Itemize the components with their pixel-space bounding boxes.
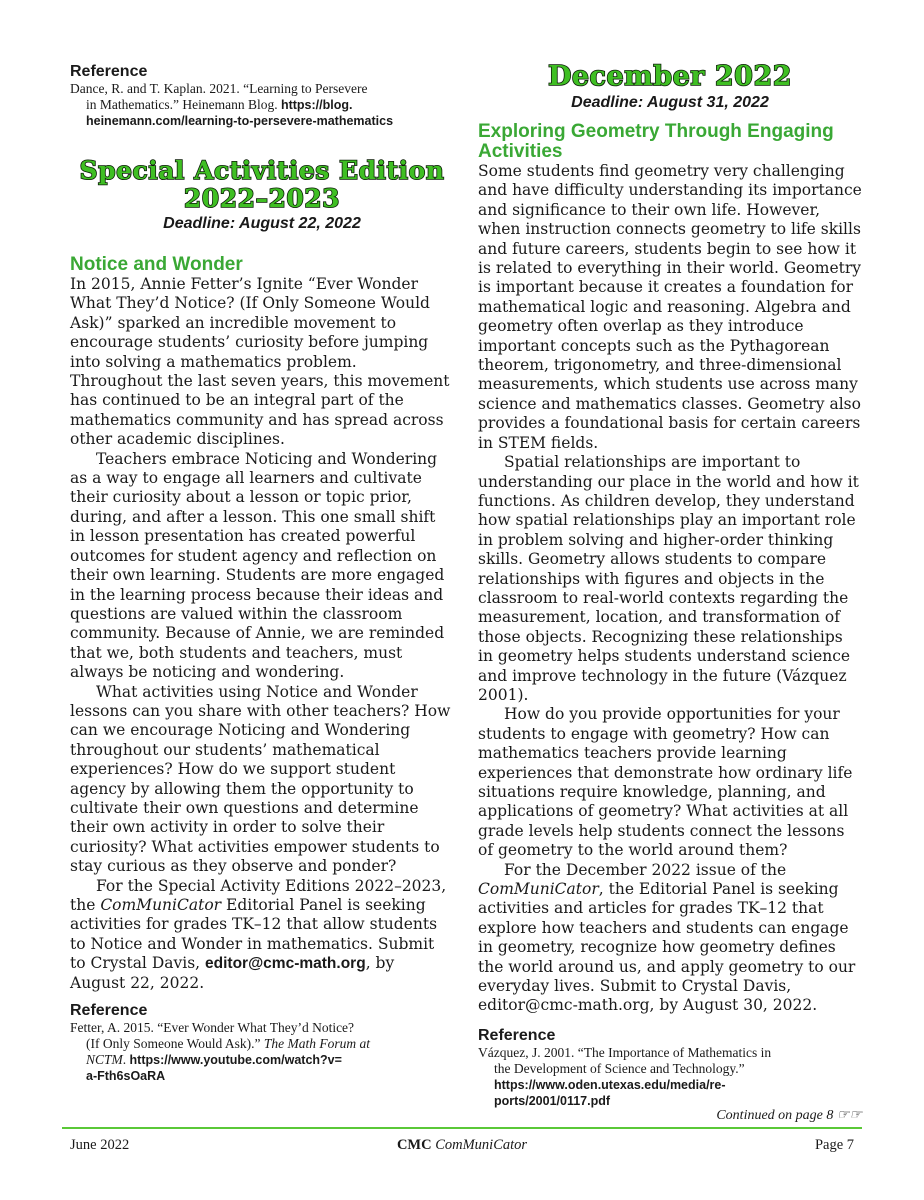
reference-entry: Vázquez, J. 2001. “The Importance of Mathematics in the Development of Science and Technology.” https://www.oden.utexas.edu/media/re- ports/2001/0117.pdf bbox=[478, 1044, 772, 1108]
footer-date: June 2022 bbox=[70, 1137, 130, 1153]
section-title: Exploring Geometry Through Engaging Activities bbox=[478, 121, 834, 162]
article-body bbox=[70, 275, 454, 993]
reference-entry: Dance, R. and T. Kaplan. 2021. “Learning to Persevere in Mathematics.” Heinemann Blog. https://blog. heinemann.com/learning-to-persevere-mathematics bbox=[70, 81, 394, 128]
reference-link[interactable]: https://www.youtube.com/watch?v= bbox=[129, 1053, 342, 1068]
reference-link-continued[interactable]: heinemann.com/learning-to-persevere-mathematics bbox=[86, 114, 394, 128]
page-number: Page 7 bbox=[814, 1137, 854, 1153]
issue-banner: December 2022 bbox=[547, 61, 793, 92]
paragraph: What activities using Notice and Wonder lessons can you share with other teachers? How can we encourage Noticing and Wondering throughout our students’ mathematical experiences? How do we support student agency by allowing them the opportunity to cultivate their own questions and determine their own activity in order to solve their curiosity? What activities empower students to stay curious as they observe and ponder? bbox=[70, 682, 451, 876]
footer-divider bbox=[62, 1127, 862, 1129]
paragraph: Teachers embrace Noticing and Wondering as a way to engage all learners and cultivate their curiosity about a lesson or topic prior, during, and after a lesson. This one small shift in lesson presentation has created powerful outcomes for student agency and reflection on their own learning. Students are more engaged in the learning process because their ideas and questions are valued within the classroom community. Because of Annie, we are reminded that we, both students and teachers, must always be noticing and wondering. bbox=[70, 449, 445, 682]
email-link[interactable]: editor@cmc-math.org bbox=[205, 955, 366, 973]
reference-link[interactable]: https://blog. bbox=[280, 98, 353, 112]
continued-note: Continued on page 8 ☞☞ bbox=[716, 1108, 862, 1123]
reference-heading: Reference bbox=[478, 1026, 556, 1044]
paragraph: Some students find geometry very challenging and have difficulty understanding its importance and significance to their own life. However, when instruction connects geometry to life skills and future careers, students begin to see how it is related to everything in their world. Geometry is important because it creates a foundation for mathematical logic and reasoning. Algebra and geometry often overlap as they introduce important concepts such as the Pythagorean theorem, trigonometry, and three-dimensional measurements, which students use across many science and mathematics classes. Geometry also provides a foundational basis for certain careers in STEM fields. bbox=[478, 162, 862, 452]
reference bbox=[478, 1026, 862, 1109]
publication-name: ComMuniCator bbox=[100, 896, 222, 914]
reference-link[interactable]: https://www.oden.utexas.edu/media/re- bbox=[494, 1077, 726, 1092]
page-footer bbox=[70, 1137, 854, 1157]
reference-heading: Reference bbox=[70, 1002, 148, 1020]
deadline: Deadline: August 31, 2022 bbox=[571, 94, 769, 111]
footer-publication: CMC ComMuniCator bbox=[396, 1137, 528, 1153]
deadline: Deadline: August 22, 2022 bbox=[163, 215, 361, 232]
reference-entry: Fetter, A. 2015. “Ever Wonder What They’d Notice? (If Only Someone Would Ask).” The Math Forum at NCTM. https://www.youtube.com/watch?v= a-Fth6sOaRA bbox=[70, 1020, 371, 1084]
section-title: Notice and Wonder bbox=[70, 254, 243, 275]
left-column bbox=[70, 62, 454, 1084]
bottom-reference bbox=[70, 1001, 454, 1084]
paragraph: Spatial relationships are important to understanding our place in the world and how it functions. As children develop, they understand how spatial relationships play an important role in problem solving and higher-order thinking skills. Geometry allows students to compare relationships with figures and objects in the classroom to real-world contexts regarding the measurement, location, and transformation of those objects. Recognizing these relationships in geometry helps students understand science and improve technology in the future (Vázquez 2001). bbox=[478, 453, 859, 704]
paragraph-submission: For the December 2022 issue of the ComMuniCator, the Editorial Panel is seeking activities and articles for grades TK–12 that explore how teachers and students can engage in geometry, recognize how geometry defines the world around us, and apply geometry to our everyday lives. Submit to Crystal Davis, editor@cmc-math.org, by August 30, 2022. bbox=[478, 860, 856, 1015]
reference-link-continued[interactable]: ports/2001/0117.pdf bbox=[494, 1093, 611, 1108]
right-column bbox=[478, 62, 862, 1109]
paragraph: How do you provide opportunities for your students to engage with geometry? How can mathematics teachers provide learning experiences that demonstrate how ordinary life situations require knowledge, planning, and applications of geometry? What activities at all grade levels help students connect the lessons of geometry to the world around them? bbox=[478, 705, 853, 860]
article-body bbox=[478, 162, 862, 1016]
publication-name: ComMuniCator bbox=[478, 880, 599, 899]
banner-years: 2022–2023 bbox=[183, 184, 341, 213]
paragraph-submission: For the Special Activity Editions 2022–2023, the ComMuniCator Editorial Panel is seeking activities for grades TK–12 that allow students to Notice and Wonder in mathematics. Submit to Crystal Davis, editor@cmc-math.org, by August 22, 2022. bbox=[70, 876, 447, 992]
reference-link-continued[interactable]: a-Fth6sOaRA bbox=[86, 1069, 166, 1084]
special-edition-banner bbox=[70, 157, 454, 233]
banner-title: Special Activities Edition bbox=[79, 156, 445, 185]
reference-heading: Reference bbox=[70, 63, 148, 80]
paragraph: In 2015, Annie Fetter’s Ignite “Ever Wonder What They’d Notice? (If Only Someone Would Ask)” sparked an incredible movement to encourage students’ curiosity before jumping into solving a mathematics problem. Throughout the last seven years, this movement has continued to be an integral part of the mathematics community and has spread across other academic disciplines. bbox=[70, 275, 450, 449]
top-reference bbox=[70, 62, 454, 129]
